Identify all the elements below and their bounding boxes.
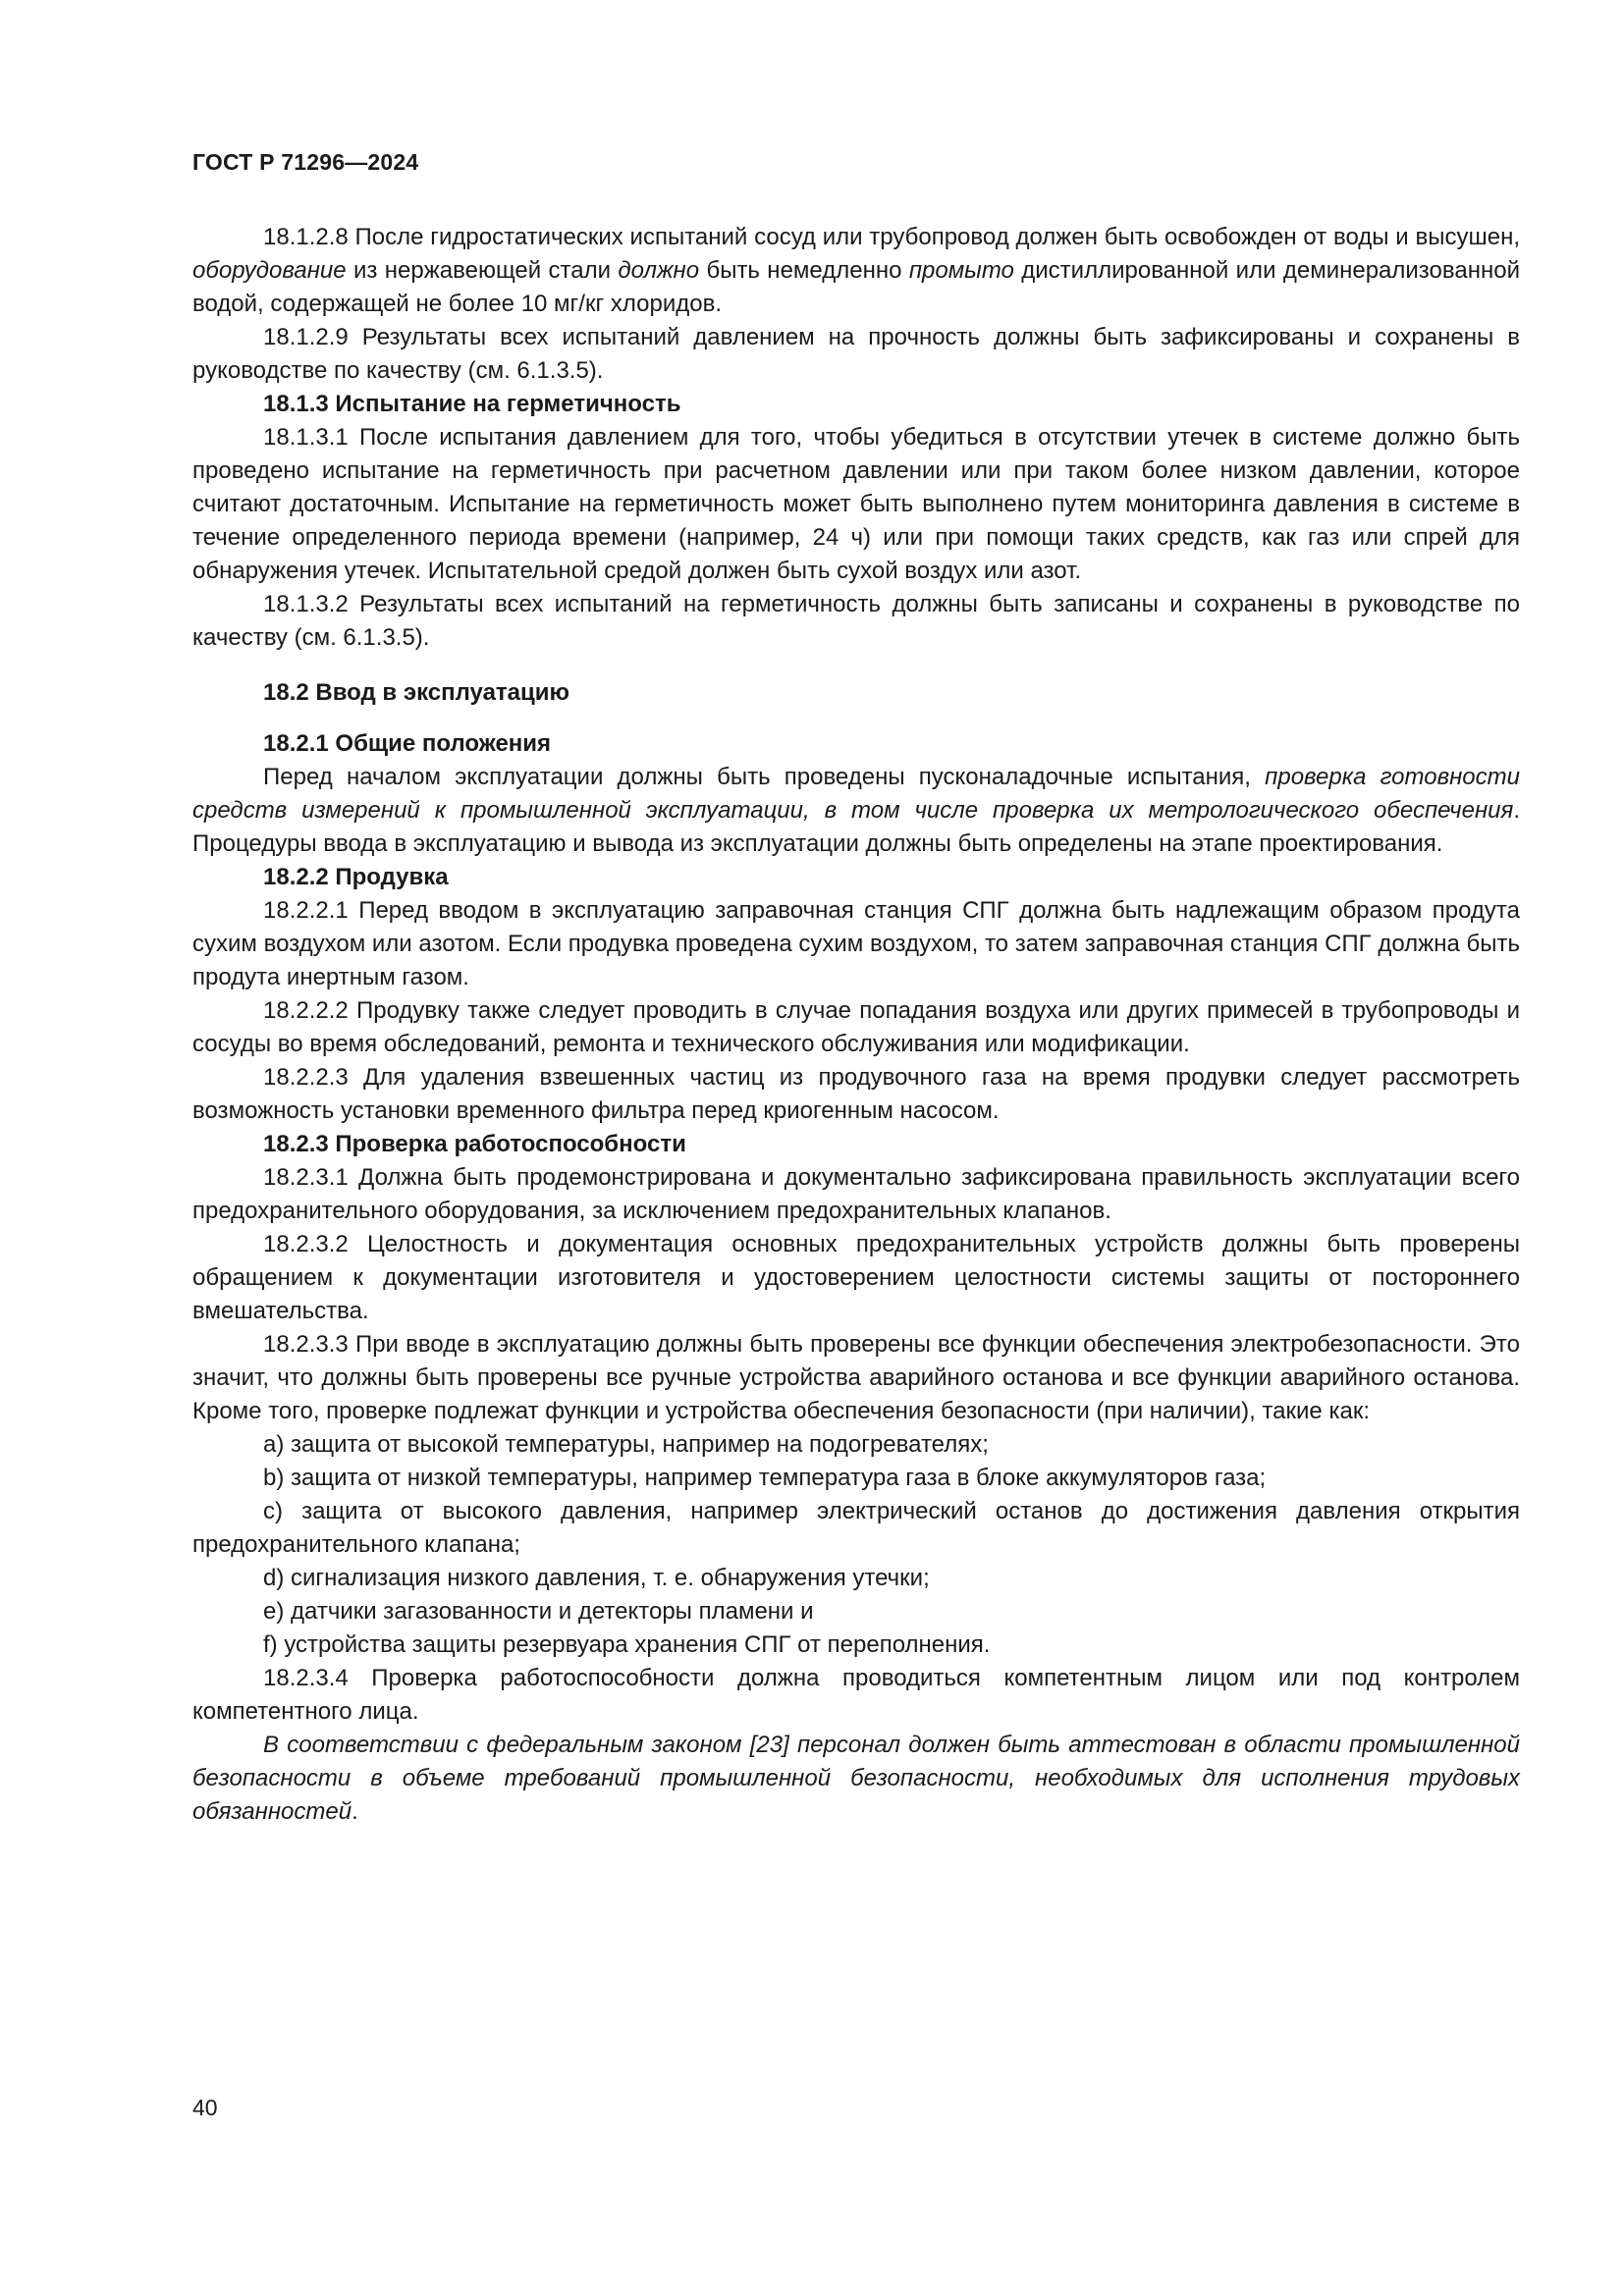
paragraph-18-2-1 [192,761,1520,861]
paragraph-18-2-2-1: 18.2.2.1 Перед вводом в эксплуатацию заправочная станция СПГ должна быть надлежащим образом продута сухим воздухом или азотом. Если продувка проведена сухим воздухом, то затем заправочная станция СПГ должна быть продута инертным газом. [192,897,1520,990]
text-run: 18.1.2.8 После гидростатических испытаний сосуд или трубопровод должен быть освобожден от воды и высушен, [263,224,1520,250]
list-item-c: c) защита от высокого давления, например электрический останов до достижения давления открытия предохранительного клапана; [192,1498,1520,1558]
paragraph-18-2-2-2: 18.2.2.2 Продувку также следует проводить в случае попадания воздуха или других примесей в трубопроводы и сосуды во время обследований, ремонта и технического обслуживания или модификации. [192,997,1520,1057]
heading-18-1-3: 18.1.3 Испытание на герметичность [263,391,681,417]
paragraph-18-2-3-2: 18.2.3.2 Целостность и документация основных предохранительных устройств должны быть проверены обращением к документации изготовителя и удостоверением целостности системы защиты от постороннего вмешательства. [192,1231,1520,1324]
text-run: быть немедленно [699,257,909,284]
text-run-italic: В соответствии с федеральным законом [23] персонал должен быть аттестован в области промышленной безопасности в объеме требований промышленной безопасности, необходимых для исполнения трудовых обязанностей [192,1732,1520,1825]
text-run-italic: оборудование [192,257,347,284]
list-item-d: d) сигнализация низкого давления, т. е. обнаружения утечки; [263,1565,930,1591]
paragraph-18-2-2-3: 18.2.2.3 Для удаления взвешенных частиц из продувочного газа на время продувки следует рассмотреть возможность установки временного фильтра перед криогенным насосом. [192,1064,1520,1124]
list-item-f: f) устройства защиты резервуара хранения СПГ от переполнения. [263,1631,991,1658]
heading-18-2-2: 18.2.2 Продувка [263,864,449,890]
text-run-italic: промыто [908,257,1014,284]
paragraph-18-1-3-1: 18.1.3.1 После испытания давлением для того, чтобы убедиться в отсутствии утечек в системе должно быть проведено испытание на герметичность при расчетном давлении или при таком более низком давлении, которое считают достаточным. Испытание на герметичность может быть выполнено путем мониторинга давления в системе в течение определенного периода времени (например, 24 ч) или при помощи таких средств, как газ или спрей для обнаружения утечек. Испытательной средой должен быть сухой воздух или азот. [192,424,1520,584]
text-run-italic: проверка готовности средств измерений к промышленной эксплуатации, в том числе проверка их метрологического обеспечения [192,764,1520,824]
page-number: 40 [192,2095,218,2120]
document-code: ГОСТ Р 71296—2024 [192,149,419,175]
list-item-e: e) датчики загазованности и детекторы пламени и [263,1598,814,1625]
paragraph-18-1-2-9: 18.1.2.9 Результаты всех испытаний давлением на прочность должны быть зафиксированы и сохранены в руководстве по качеству (см. 6.1.3.5). [192,324,1520,384]
text-run: . [352,1798,358,1825]
paragraph-18-2-3-3: 18.2.3.3 При вводе в эксплуатацию должны быть проверены все функции обеспечения электробезопасности. Это значит, что должны быть проверены все ручные устройства аварийного останова и все функции аварийного останова. Кроме того, проверке подлежат функции и устройства обеспечения безопасности (при наличии), такие как: [192,1331,1520,1424]
text-run: дистиллированной или деминерализованной водой, содержащей не более 10 мг/кг хлоридов. [192,257,1520,317]
list-item-b: b) защита от низкой температуры, например температура газа в блоке аккумуляторов газа; [263,1465,1267,1491]
text-run-italic: должно [618,257,700,284]
paragraph-18-2-3-4: 18.2.3.4 Проверка работоспособности должна проводиться компетентным лицом или под контролем компетентного лица. [192,1665,1520,1725]
paragraph-federal-law [192,1729,1520,1829]
text-run: Перед началом эксплуатации должны быть проведены пусконаладочные испытания, [263,764,1266,790]
paragraph-18-2-3-1: 18.2.3.1 Должна быть продемонстрирована и документально зафиксирована правильность эксплуатации всего предохранительного оборудования, за исключением предохранительных клапанов. [192,1164,1520,1224]
document-body [192,221,1520,1829]
paragraph-18-1-3-2: 18.1.3.2 Результаты всех испытаний на герметичность должны быть записаны и сохранены в руководстве по качеству (см. 6.1.3.5). [192,591,1520,651]
paragraph-18-1-2-8 [192,221,1520,321]
list-item-a: a) защита от высокой температуры, например на подогревателях; [263,1431,989,1458]
heading-18-2-1: 18.2.1 Общие положения [263,730,552,757]
heading-18-2-3: 18.2.3 Проверка работоспособности [263,1131,686,1157]
heading-18-2: 18.2 Ввод в эксплуатацию [263,679,570,706]
text-run: . Процедуры ввода в эксплуатацию и вывода из эксплуатации должны быть определены на этапе проектирования. [192,797,1520,857]
text-run: из нержавеющей стали [346,257,619,284]
